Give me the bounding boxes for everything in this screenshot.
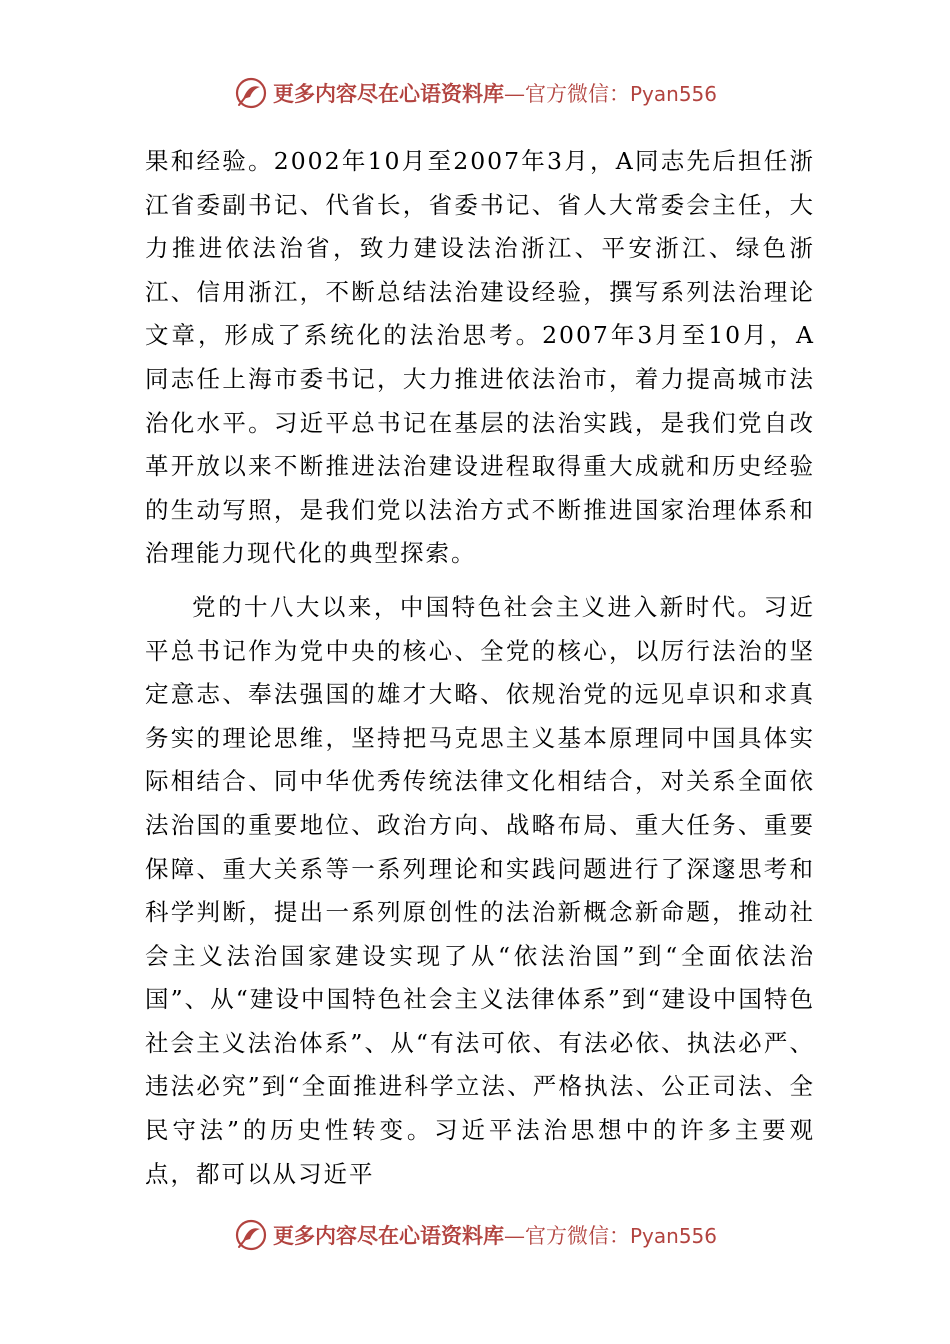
paragraph: 果和经验。2002年10月至2007年3月，A同志先后担任浙江省委副书记、代省长，省委书记、省人大常委会主任，大力推进依法治省，致力建设法治浙江、平安浙江、绿色浙江、信用浙江，不断总结法治建设经验，撰写系列法治理论文章，形成了系统化的法治思考。2007年3月至10月，A同志任上海市委书记，大力推进依法治市，着力提高城市法治化水平。习近平总书记在基层的法治实践，是我们党自改革开放以来不断推进法治建设进程取得重大成就和历史经验的生动写照，是我们党以法治方式不断推进国家治理体系和治理能力现代化的典型探索。 <box>145 147 815 568</box>
logo-icon <box>233 1217 269 1253</box>
paragraph: 党的十八大以来，中国特色社会主义进入新时代。习近平总书记作为党中央的核心、全党的核心，以厉行法治的坚定意志、奉法强国的雄才大略、依规治党的远见卓识和求真务实的理论思维，坚持把马克思主义基本原理同中国具体实际相结合、同中华优秀传统法律文化相结合，对关系全面依法治国的重要地位、政治方向、战略布局、重大任务、重要保障、重大关系等一系列理论和实践问题进行了深邃思考和科学判断，提出一系列原创性的法治新概念新命题，推动社会主义法治国家建设实现了从“依法治国”到“全面依法治国”、从“建设中国特色社会主义法律体系”到“建设中国特色社会主义法治体系”、从“有法可依、有法必依、执法必严、违法必究”到“全面推进科学立法、严格执法、公正司法、全民守法”的历史性转变。习近平法治思想中的许多主要观点，都可以从习近平 <box>145 592 815 1188</box>
banner-rest: —官方微信： <box>503 82 630 106</box>
footer-banner <box>0 1210 950 1260</box>
header-banner <box>0 68 950 118</box>
banner-text <box>273 78 717 108</box>
logo-icon <box>233 75 269 111</box>
banner-wechat-id: Pyan556 <box>629 82 717 106</box>
banner-lead: 更多内容尽在心语资料库 <box>272 1223 504 1248</box>
banner-rest: —官方微信： <box>503 1224 630 1248</box>
banner-lead: 更多内容尽在心语资料库 <box>272 81 504 106</box>
document-body <box>145 140 815 1196</box>
banner-wechat-id: Pyan556 <box>629 1224 717 1248</box>
banner-text <box>273 1220 717 1250</box>
